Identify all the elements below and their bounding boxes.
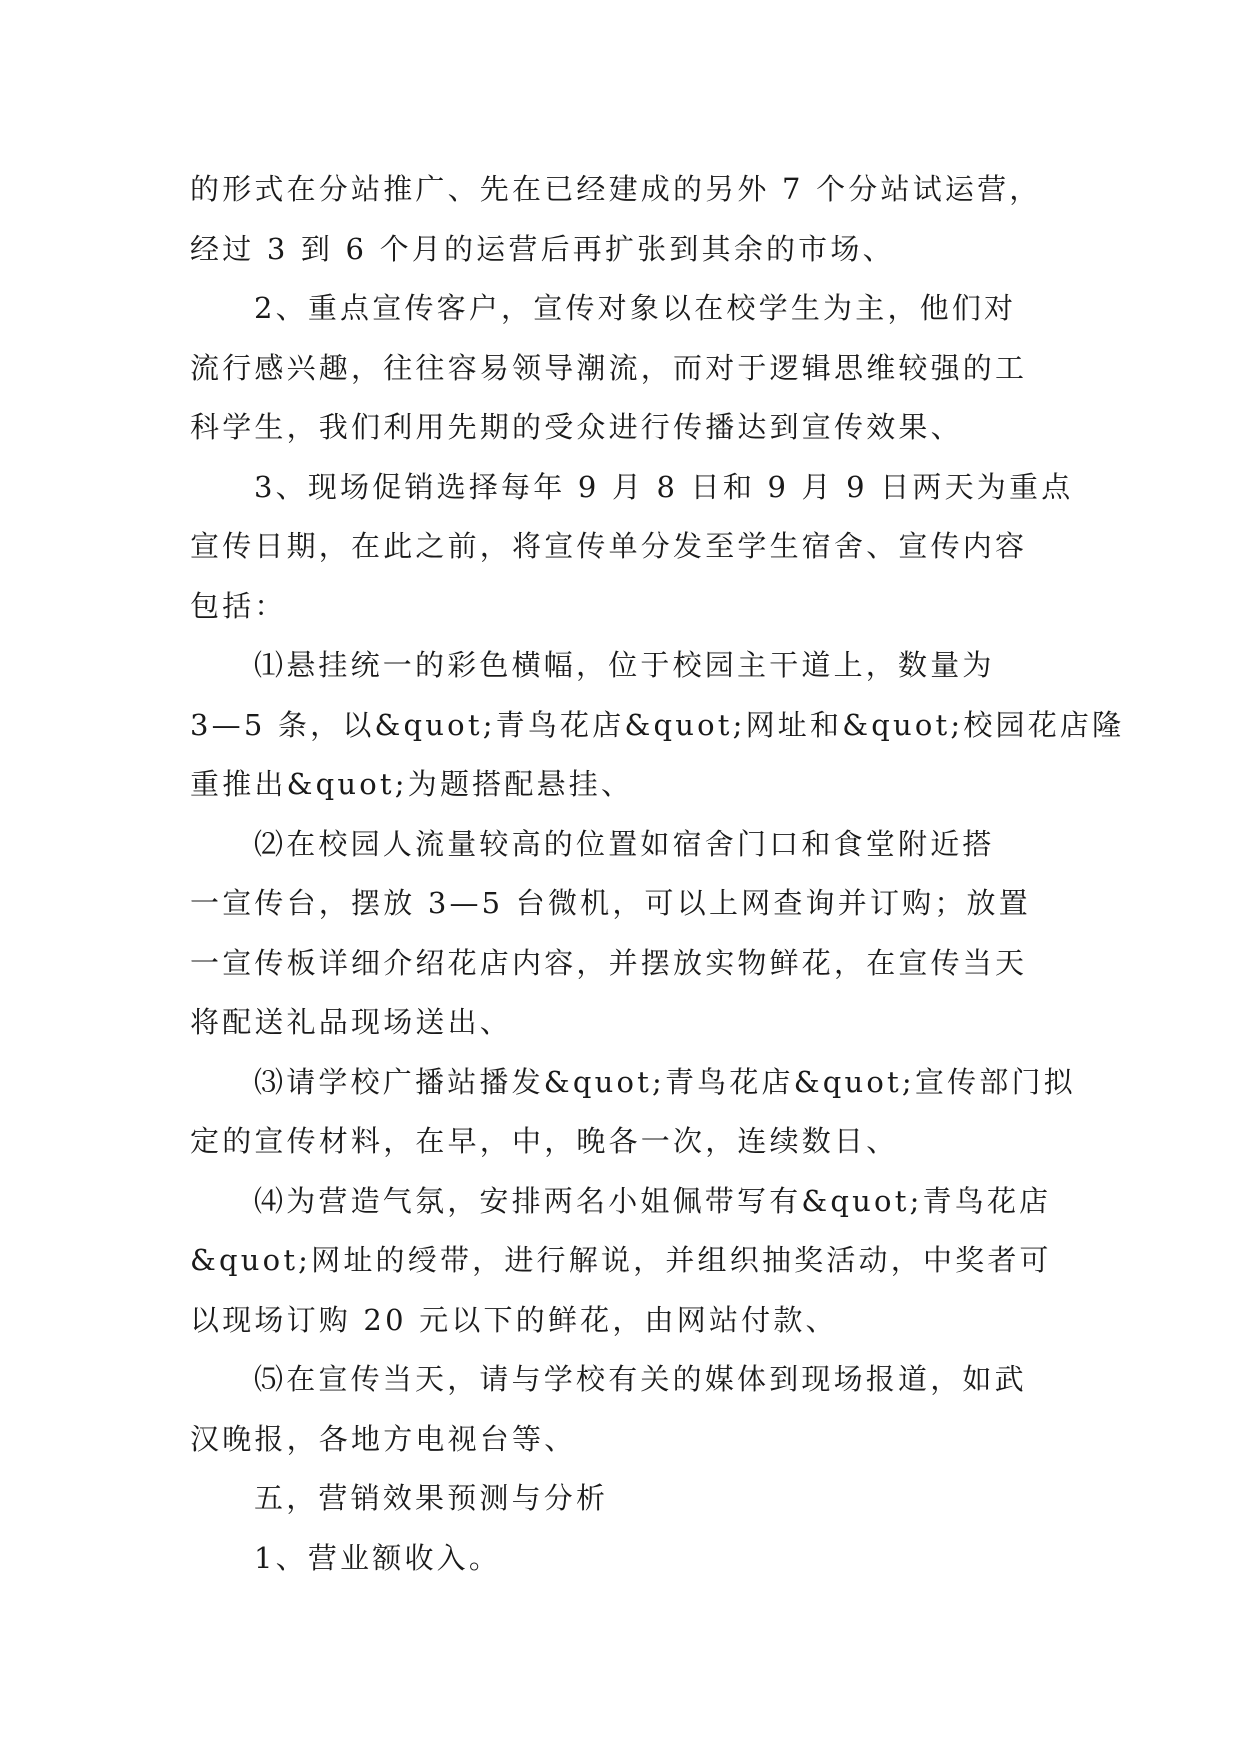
text-line-8: 包括： [190, 588, 287, 623]
text-line-13: 一宣传台，摆放 3—5 台微机，可以上网查询并订购；放置 [190, 886, 1031, 920]
text-line-20: 以现场订购 20 元以下的鲜花，由网站付款、 [190, 1302, 838, 1337]
text-line-14: 一宣传板详细介绍花店内容，并摆放实物鲜花，在宣传当天 [190, 945, 1028, 980]
text-line-18: ⑷为营造气氛，安排两名小姐佩带写有&quot;青鸟花店 [254, 1183, 1052, 1218]
text-line-3: 2、重点宣传客户，宣传对象以在校学生为主，他们对 [254, 291, 1017, 325]
text-line-5: 科学生，我们利用先期的受众进行传播达到宣传效果、 [190, 410, 963, 444]
section-heading: 五，营销效果预测与分析 [254, 1481, 609, 1515]
text-line-2: 经过 3 到 6 个月的运营后再扩张到其余的市场、 [190, 231, 895, 266]
text-line-1: 的形式在分站推广、先在已经建成的另外 7 个分站试运营， [190, 172, 1042, 206]
text-line-4: 流行感兴趣，往往容易领导潮流，而对于逻辑思维较强的工 [190, 350, 1028, 385]
text-line-19: &quot;网址的绶带，进行解说，并组织抽奖活动，中奖者可 [190, 1243, 1052, 1277]
text-line-17: 定的宣传材料，在早，中，晚各一次，连续数日、 [190, 1124, 899, 1158]
document-body [190, 160, 1125, 1588]
text-line-22: 汉晚报，各地方电视台等、 [190, 1421, 577, 1456]
text-line-7: 宣传日期，在此之前，将宣传单分发至学生宿舍、宣传内容 [190, 529, 1028, 563]
text-line-9: ⑴悬挂统一的彩色横幅，位于校园主干道上，数量为 [254, 648, 995, 682]
text-line-24: 1、营业额收入。 [254, 1540, 502, 1575]
text-line-12: ⑵在校园人流量较高的位置如宿舍门口和食堂附近搭 [254, 826, 995, 861]
text-line-21: ⑸在宣传当天，请与学校有关的媒体到现场报道，如武 [254, 1362, 1027, 1396]
text-line-16: ⑶请学校广播站播发&quot;青鸟花店&quot;宣传部门拟 [254, 1064, 1076, 1099]
text-line-10: 3—5 条，以&quot;青鸟花店&quot;网址和&quot;校园花店隆 [190, 707, 1125, 742]
text-line-11: 重推出&quot;为题搭配悬挂、 [190, 767, 634, 801]
text-line-6: 3、现场促销选择每年 9 月 8 日和 9 月 9 日两天为重点 [254, 469, 1074, 504]
text-line-15: 将配送礼品现场送出、 [190, 1005, 513, 1039]
